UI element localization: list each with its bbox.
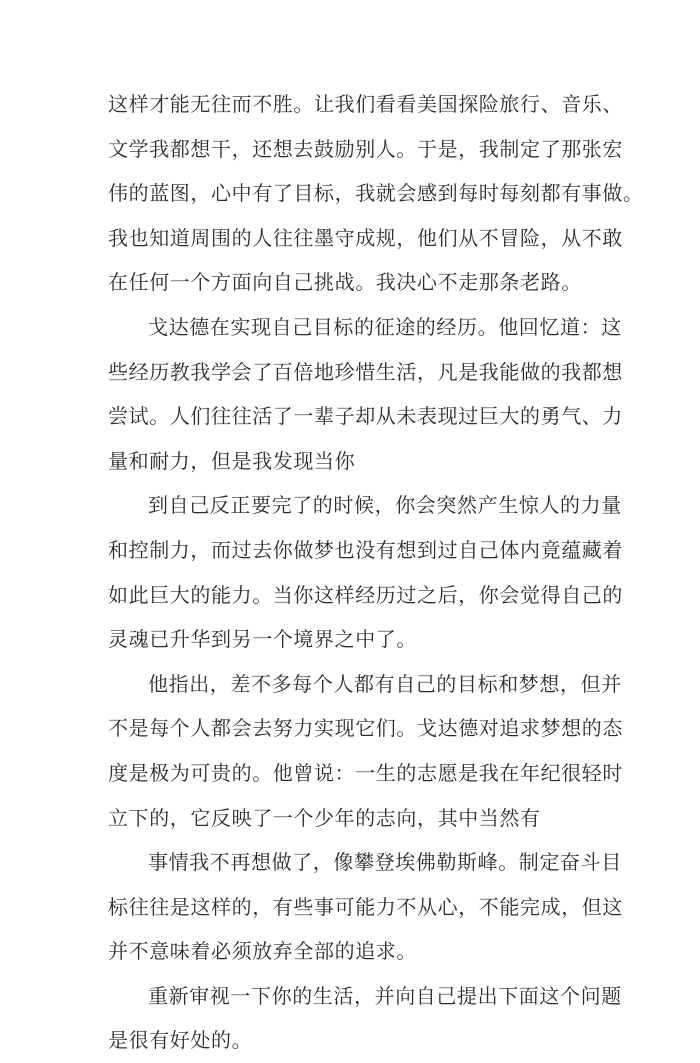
text-line: 如此巨大的能力。当你这样经历过之后，你会觉得自己的 <box>108 582 623 607</box>
text-line: 戈达德在实现自己目标的征途的经历。他回忆道：这 <box>148 314 622 339</box>
text-line: 我也知道周围的人往往墨守成规，他们从不冒险，从不敢 <box>108 225 623 250</box>
text-line: 不是每个人都会去努力实现它们。戈达德对追求梦想的态 <box>108 716 623 741</box>
text-line: 灵魂已升华到另一个境界之中了。 <box>108 627 417 652</box>
text-line: 伟的蓝图，心中有了目标，我就会感到每时每刻都有事做。 <box>108 181 644 206</box>
body-text <box>108 82 644 1063</box>
text-line: 些经历教我学会了百倍地珍惜生活，凡是我能做的我都想 <box>108 359 623 384</box>
text-line: 在任何一个方面向自己挑战。我决心不走那条老路。 <box>108 270 582 295</box>
text-line: 并不意味着必须放弃全部的追求。 <box>108 939 417 964</box>
text-line: 到自己反正要完了的时候，你会突然产生惊人的力量 <box>148 493 622 518</box>
text-line: 标往往是这样的，有些事可能力不从心，不能完成，但这 <box>108 894 623 919</box>
text-line: 和控制力，而过去你做梦也没有想到过自己体内竟蕴藏着 <box>108 537 623 562</box>
text-line: 他指出，差不多每个人都有自己的目标和梦想，但并 <box>148 671 622 696</box>
text-line: 是很有好处的。 <box>108 1028 253 1053</box>
text-line: 立下的，它反映了一个少年的志向，其中当然有 <box>108 805 541 830</box>
text-line: 尝试。人们往往活了一辈子却从未表现过巨大的勇气、力 <box>108 404 623 429</box>
text-line: 重新审视一下你的生活，并向自己提出下面这个问题 <box>148 983 622 1008</box>
text-line: 文学我都想干，还想去鼓励别人。于是，我制定了那张宏 <box>108 136 623 161</box>
text-line: 度是极为可贵的。他曾说：一生的志愿是我在年纪很轻时 <box>108 760 623 785</box>
text-line: 这样才能无往而不胜。让我们看看美国探险旅行、音乐、 <box>108 92 623 116</box>
text-line: 量和耐力，但是我发现当你 <box>108 448 356 473</box>
text-line: 事情我不再想做了，像攀登埃佛勒斯峰。制定奋斗目 <box>148 850 622 875</box>
